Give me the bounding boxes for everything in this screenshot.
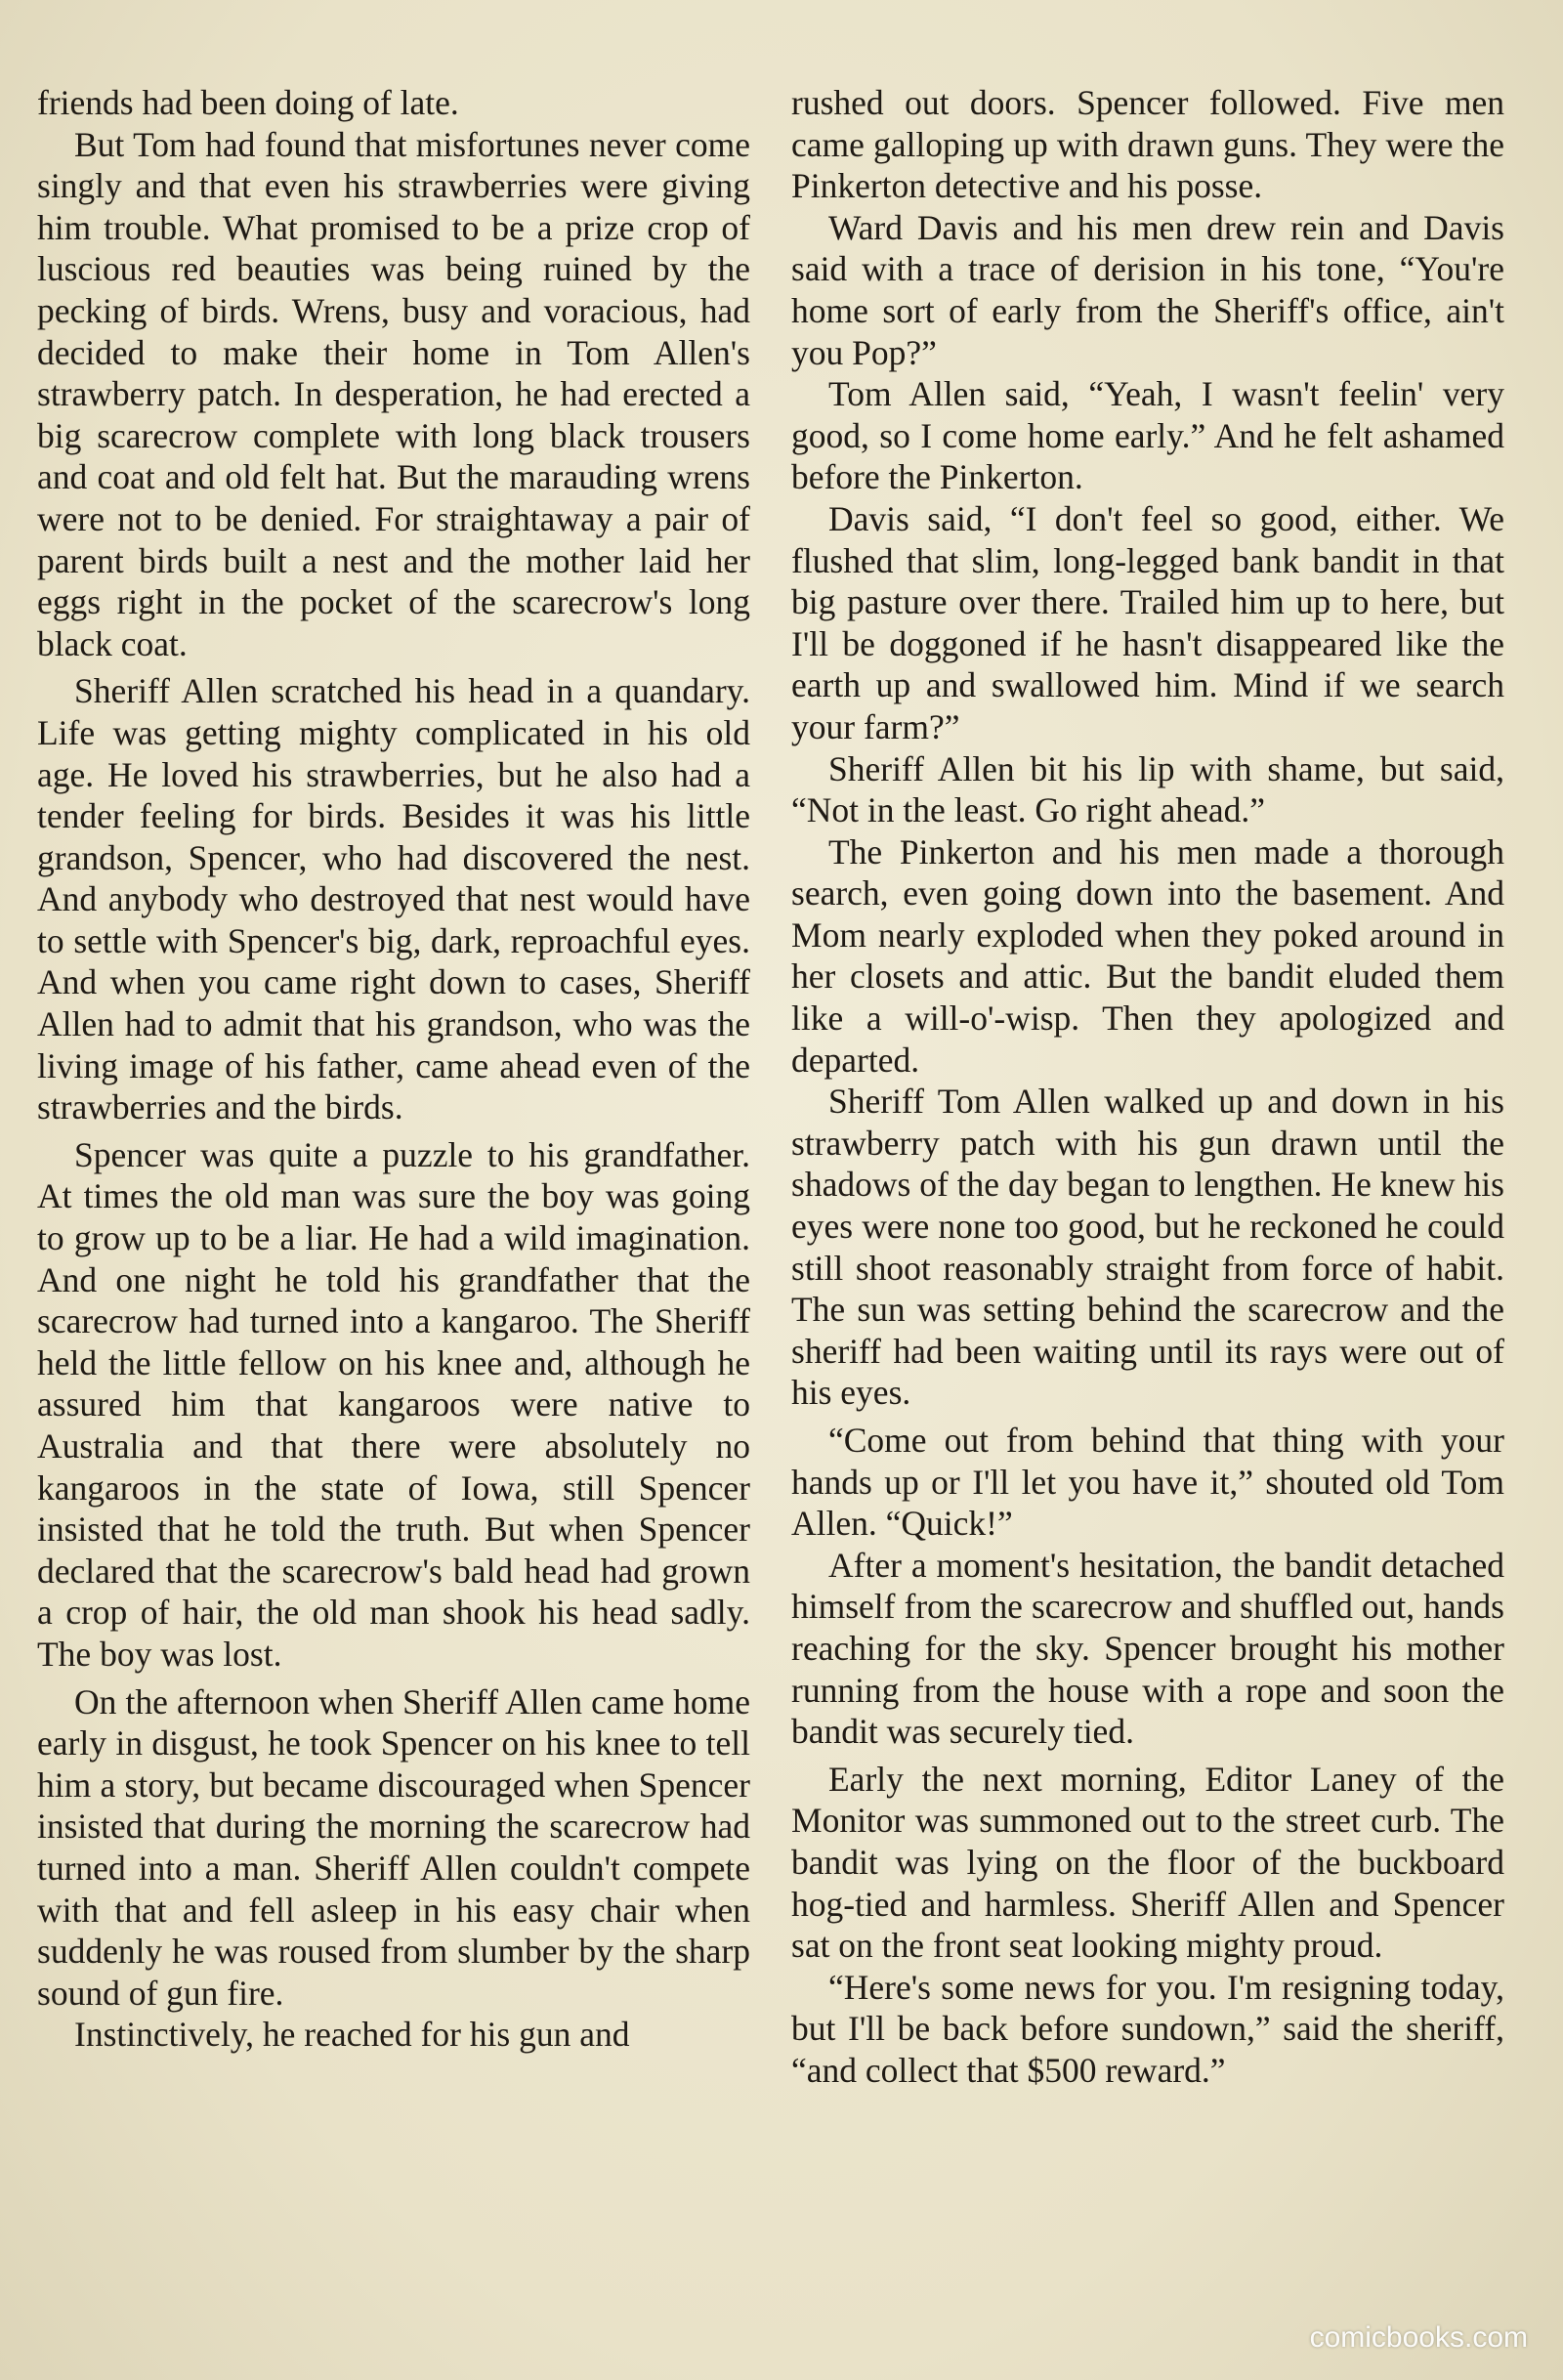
paragraph: Early the next morning, Editor Laney of the Monitor was summoned out to the street curb. The bandit was lying on the floor of the buckboard hog-tied and harmless. Sheriff Allen and Spencer sat on the front seat looking mighty proud. — [791, 1759, 1504, 1966]
paragraph: Instinctively, he reached for his gun and — [74, 2015, 630, 2055]
paragraph: rushed out doors. Spencer followed. Five men came galloping up with drawn guns. They were the Pinkerton detective and his posse. — [791, 83, 1504, 206]
paragraph: After a moment's hesitation, the bandit detached himself from the scarecrow and shuffled out, hands reaching for the sky. Spencer brought his mother running from the house with a rope and soon the bandit was securely tied. — [791, 1545, 1504, 1752]
watermark: comicbooks.com — [1309, 2321, 1528, 2354]
paragraph: On the afternoon when Sheriff Allen came home early in disgust, he took Spencer on his knee to tell him a story, but became discouraged when Spencer insisted that during the morning the scarecrow had turned into a man. Sheriff Allen couldn't compete with that and fell asleep in his easy chair when suddenly he was roused from slumber by the sharp sound of gun fire. — [37, 1681, 750, 2013]
paragraph: friends had been doing of late. — [37, 83, 459, 122]
paragraph: Sheriff Allen scratched his head in a quandary. Life was getting mighty complicated in his old age. He loved his strawberries, but he also had a tender feeling for birds. Besides it was his little grandson, Spencer, who had discovered the nest. And anybody who destroyed that nest would have to settle with Spencer's big, dark, reproachful eyes. And when you came right down to cases, Sheriff Allen had to admit that his grandson, who was the living image of his father, came ahead even of the strawberries and the birds. — [37, 671, 750, 1127]
right-text-column — [791, 82, 1504, 2092]
paragraph: “Here's some news for you. I'm resigning today, but I'll be back before sundown,” said the sheriff, “and collect that $500 reward.” — [791, 1967, 1504, 2090]
paragraph: “Come out from behind that thing with your hands up or I'll let you have it,” shouted old Tom Allen. “Quick!” — [791, 1421, 1504, 1544]
paragraph: The Pinkerton and his men made a thorough search, even going down into the basement. And Mom nearly exploded when they poked around in her closets and attic. But the bandit eluded them like a will-o'-wisp. Then they apologized and departed. — [791, 831, 1504, 1080]
left-text-column — [37, 82, 750, 2056]
paragraph: Ward Davis and his men drew rein and Davis said with a trace of derision in his tone, “You're home sort of early from the Sheriff's office, ain't you Pop?” — [791, 207, 1504, 372]
paragraph: Sheriff Allen bit his lip with shame, but said, “Not in the least. Go right ahead.” — [791, 748, 1504, 830]
paragraph: But Tom had found that misfortunes never come singly and that even his strawberries were giving him trouble. What promised to be a prize crop of luscious red beauties was being ruined by the pecking of birds. Wrens, busy and voracious, had decided to make their home in Tom Allen's strawberry patch. In desperation, he had erected a big scarecrow complete with long black trousers and coat and old felt hat. But the marauding wrens were not to be denied. For straightaway a pair of parent birds built a nest and the mother laid her eggs right in the pocket of the scarecrow's long black coat. — [37, 124, 750, 663]
paragraph: Davis said, “I don't feel so good, either. We flushed that slim, long-legged bank bandit in that big pasture over there. Trailed him up to here, but I'll be doggoned if he hasn't disappeared like the earth up and swallowed him. Mind if we search your farm?” — [791, 498, 1504, 746]
paragraph: Spencer was quite a puzzle to his grandfather. At times the old man was sure the boy was going to grow up to be a liar. He had a wild imagination. And one night he told his grandfather that the scarecrow had turned into a kangaroo. The Sheriff held the little fellow on his knee and, although he assured him that kangaroos were native to Australia and that there were absolutely no kangaroos in the state of Iowa, still Spencer insisted that he told the truth. But when Spencer declared that the scarecrow's bald head had grown a crop of hair, the old man shook his head sadly. The boy was lost. — [37, 1134, 750, 1674]
paragraph: Tom Allen said, “Yeah, I wasn't feelin' very good, so I come home early.” And he felt ashamed before the Pinkerton. — [791, 374, 1504, 497]
paragraph: Sheriff Tom Allen walked up and down in his strawberry patch with his gun drawn until the shadows of the day began to lengthen. He knew his eyes were none too good, but he reckoned he could still shoot reasonably straight from force of habit. The sun was setting behind the scarecrow and the sheriff had been waiting until its rays were out of his eyes. — [791, 1082, 1504, 1413]
